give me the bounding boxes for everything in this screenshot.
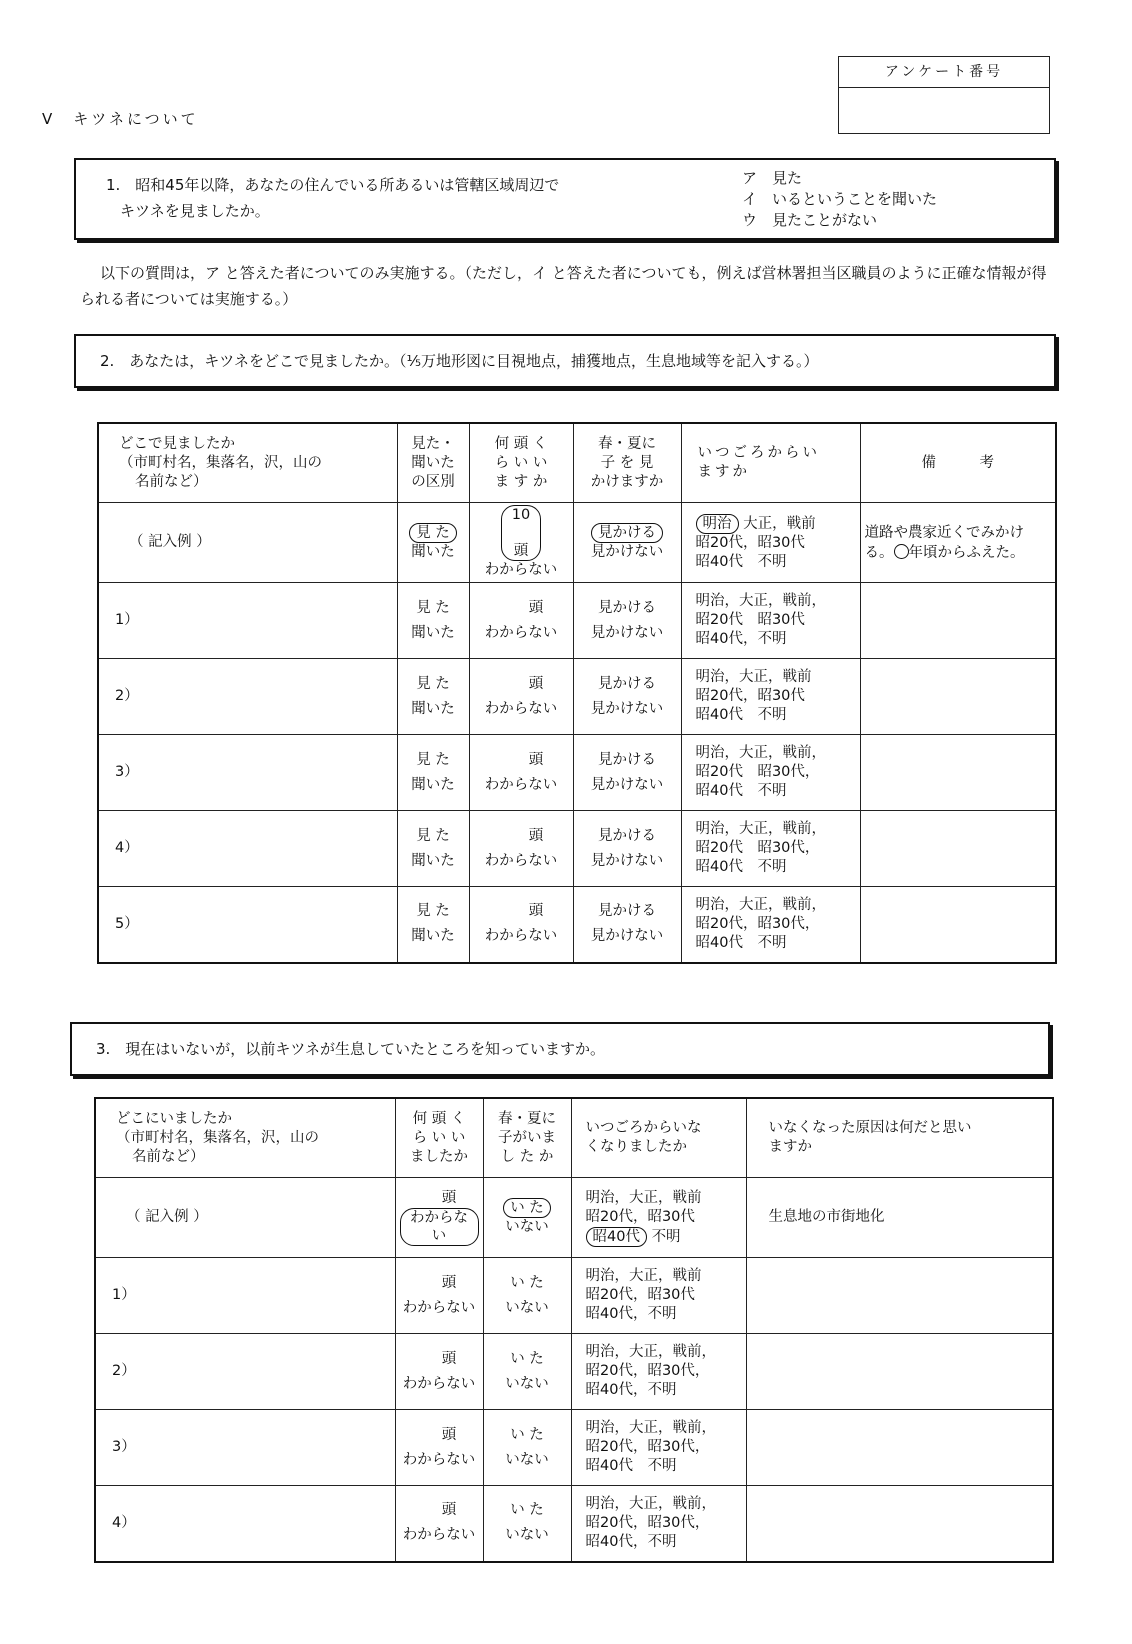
header-line: ら い い [412,1129,466,1146]
header-line: ますか [697,464,750,480]
row-unknown: わからない [402,1451,476,1468]
row-was-not: いない [505,1375,549,1392]
former-habitat-table [94,1097,1054,1563]
count-unit: 頭 [441,1190,457,1206]
unknown-circled: わからない [400,1208,479,1246]
header-line: 春・夏に [598,435,656,452]
era-line: 昭20代，昭30代， [695,915,820,932]
question-1-line: 1. 昭和45年以降，あなたの住んでいる所あるいは管轄区域周辺で [106,176,560,194]
count-cell[interactable] [469,811,573,887]
table-row [98,583,1056,659]
instruction-note: 以下の質問は，ア と答えた者についてのみ実施する。（ただし，イ と答えた者についても，例えば営林署担当区職員のように正確な情報が得られる者については実施する。） [80,264,1047,308]
era-line: 明治，大正，戦前， [695,821,826,837]
era-line: 明治，大正，戦前 [585,1268,702,1284]
header-line: （市町村名，集落名，沢，山の [119,454,322,471]
seen-heard-cell[interactable] [397,659,469,735]
row-was: い た [510,1426,544,1443]
example-cause: 生息地の市街地化 [746,1178,1053,1258]
row-seen: 見 た [416,675,450,692]
header-line: 春・夏に [498,1110,556,1127]
era-line [696,514,856,534]
row-not-see: 見かけない [590,624,664,641]
question-1-box [74,158,1056,240]
remarks-cell[interactable] [860,887,1056,963]
era-line: 昭20代，昭30代， [585,1514,710,1531]
count-cell[interactable] [469,735,573,811]
remarks-cell[interactable] [860,583,1056,659]
row-was-not: いない [505,1299,549,1316]
example-era [681,503,860,583]
header-line: 見た・ [411,435,455,452]
table-row [95,1410,1053,1486]
row-label: 1） [98,583,397,659]
row-count-unit: 頭 [528,903,544,920]
row-count-unit: 頭 [441,1502,457,1519]
row-label: 1） [95,1258,395,1334]
row-unknown: わからない [402,1375,476,1392]
era-cell[interactable] [681,735,860,811]
header-line: 子 を 見 [600,454,654,471]
header-since-when [571,1098,746,1178]
row-label: 5） [98,887,397,963]
example-not-see: 見かけない [590,544,664,560]
example-seen [402,523,465,543]
question-2-text: 2. あなたは，キツネをどこで見ましたか。（⅕万地形図に目視地点，捕獲地点，生息地域等を記入する。） [100,352,819,370]
count-cell[interactable] [395,1410,483,1486]
example-was-wrap [488,1198,567,1218]
spring-summer-cell[interactable] [483,1258,571,1334]
header-count [395,1098,483,1178]
era-line: 昭20代，昭30代 [585,1208,695,1225]
example-era [571,1178,746,1258]
section-title: V キツネについて [42,110,199,128]
row-label: 4） [98,811,397,887]
era-cell[interactable] [571,1410,746,1486]
header-cause [746,1098,1053,1178]
row-not-see: 見かけない [590,700,664,717]
seen-circled: 見 た [409,523,457,543]
example-count [395,1178,483,1258]
survey-number-field[interactable] [839,88,1049,132]
count-cell[interactable] [395,1334,483,1410]
remarks-text: 道路や農家近くでみかける。 [864,524,1024,561]
seen-heard-cell[interactable] [397,735,469,811]
era-line: 昭20代，昭30代 [695,688,805,704]
example-unknown: わからない [484,562,558,578]
header-line: 名前など） [132,1148,205,1165]
row-see: 見かける [598,903,656,920]
sighting-table [97,422,1057,964]
header-line: ま す か [494,473,548,490]
era-line: 昭20代 昭30代 [695,612,805,628]
example-row [98,503,1056,583]
example-spring-summer [483,1178,571,1258]
era-line [586,1227,742,1247]
row-see: 見かける [598,675,656,692]
era-line: 昭40代 不明 [585,1458,677,1474]
row-count-unit: 頭 [441,1274,457,1291]
spring-summer-cell[interactable] [573,887,681,963]
header-line: 何 頭 く [494,435,548,452]
row-was-not: いない [505,1451,549,1468]
header-line: どこで見ましたか [119,435,235,452]
row-seen: 見 た [416,751,450,768]
era-line: 昭40代 不明 [695,553,787,570]
option-i[interactable]: イ いるということを聞いた [742,190,938,208]
era-line: 明治，大正，戦前 [695,669,812,685]
seen-heard-cell[interactable] [397,811,469,887]
header-line: いつごろからい [697,445,820,461]
era-line: 昭20代，昭30代 [695,534,805,551]
header-remarks: 備 考 [860,423,1056,503]
row-not-see: 見かけない [590,928,664,945]
row-seen: 見 た [416,599,450,616]
row-heard: 聞いた [411,776,455,793]
example-unknown-wrap [400,1208,479,1246]
era-rest: 大正，戦前 [743,515,816,532]
seen-heard-cell[interactable] [397,887,469,963]
era-line: 明治，大正，戦前， [695,593,826,609]
era-line: 昭40代，不明 [585,1533,677,1550]
era-line: 昭40代，不明 [695,631,787,647]
header-line: 何 頭 く [412,1110,466,1127]
example-spring-summer [573,503,681,583]
example-row [95,1178,1053,1258]
header-line: 聞いた [411,454,455,471]
remarks-cell[interactable] [860,659,1056,735]
count-circled [501,505,541,561]
row-heard: 聞いた [411,700,455,717]
row-see: 見かける [598,827,656,844]
header-line: 名前など） [135,473,208,490]
row-label: 2） [95,1334,395,1410]
count-unit: 頭 [513,543,529,559]
count-cell[interactable] [469,583,573,659]
row-label: 3） [95,1410,395,1486]
spring-summer-cell[interactable] [573,735,681,811]
header-line: ましたか [410,1148,468,1165]
table-row [98,735,1056,811]
seen-heard-cell[interactable] [397,583,469,659]
cause-cell[interactable] [746,1486,1053,1562]
see-circled: 見かける [591,523,663,543]
era-cell[interactable] [681,659,860,735]
row-was-not: いない [505,1527,549,1544]
count-value: 10 [511,507,531,523]
question-3-box [70,1022,1050,1076]
row-see: 見かける [598,751,656,768]
era-line: 明治，大正，戦前， [695,896,826,913]
era-line: 昭40代，不明 [585,1306,677,1322]
row-unknown: わからない [484,700,558,717]
table-row [95,1486,1053,1562]
example-count [469,503,573,583]
era-unknown: 不明 [651,1228,681,1245]
count-cell[interactable] [395,1258,483,1334]
header-since-when [681,423,860,503]
row-seen: 見 た [416,903,450,920]
spring-summer-cell[interactable] [573,811,681,887]
example-seen-heard [397,503,469,583]
row-was: い た [510,1350,544,1367]
era-cell[interactable] [681,811,860,887]
era-line: 明治，大正，戦前， [585,1344,716,1360]
count-cell[interactable] [469,659,573,735]
spring-summer-cell[interactable] [573,583,681,659]
example-label: （ 記入例 ） [98,503,397,583]
remarks-text: 年頃からふえた。 [908,544,1025,561]
era-line: 昭20代，昭30代， [585,1439,710,1455]
era-line: 昭40代 不明 [695,934,787,951]
count-cell[interactable] [469,887,573,963]
table-row [98,811,1056,887]
era-line: 昭20代 昭30代， [695,840,820,856]
era-line: 昭20代 昭30代， [695,764,820,780]
circle-mark [894,544,909,559]
example-remarks [860,503,1056,583]
example-was-not: いない [505,1219,549,1235]
survey-number-label: アンケート番号 [839,57,1049,88]
header-line: いなくなった原因は何だと思い [768,1120,972,1136]
era-cell[interactable] [681,887,860,963]
era-line: 昭20代，昭30代， [585,1363,710,1379]
example-heard: 聞いた [411,544,455,560]
era-cell[interactable] [571,1334,746,1410]
era-line: 昭40代 不明 [695,783,787,799]
header-spring-summer [483,1098,571,1178]
header-line: どこにいましたか [116,1110,232,1127]
example-see [578,523,677,543]
example-label: （ 記入例 ） [95,1178,395,1258]
header-line: ら い い [494,454,548,471]
table-header-row [98,423,1056,503]
count-cell[interactable] [395,1486,483,1562]
row-label: 2） [98,659,397,735]
spring-summer-cell[interactable] [573,659,681,735]
question-2-box [74,334,1056,388]
row-see: 見かける [598,599,656,616]
row-count-unit: 頭 [528,675,544,692]
table-header-row [95,1098,1053,1178]
meiji-circled: 明治 [696,514,739,534]
era-line: 昭40代，不明 [585,1382,677,1398]
option-u[interactable]: ウ 見たことがない [742,211,878,229]
question-1-text [106,172,559,224]
sighting-rows [98,583,1056,963]
era-line: 明治，大正，戦前， [585,1420,716,1436]
row-unknown: わからない [484,624,558,641]
row-unknown: わからない [402,1527,476,1544]
header-line: し た か [500,1148,554,1165]
row-count-unit: 頭 [441,1426,457,1443]
era-line: 明治，大正，戦前， [585,1495,716,1512]
row-count-unit: 頭 [528,751,544,768]
row-was: い た [510,1274,544,1291]
table-row [98,887,1056,963]
table-row [95,1334,1053,1410]
table-row [98,659,1056,735]
remarks-cell[interactable] [860,735,1056,811]
header-line: くなりましたか [585,1139,687,1155]
header-line: の区別 [411,473,455,490]
cause-cell[interactable] [746,1410,1053,1486]
example-count-value [474,505,569,561]
cause-cell[interactable] [746,1258,1053,1334]
header-where [95,1098,395,1178]
header-line: いつごろからいな [585,1120,702,1136]
table-row [95,1258,1053,1334]
row-unknown: わからない [484,852,558,869]
row-count-unit: 頭 [528,827,544,844]
header-where [98,423,397,503]
header-line: 子がいま [498,1129,556,1146]
header-line: かけますか [590,473,664,490]
header-line: （市町村名，集落名，沢，山の [116,1129,319,1146]
row-not-see: 見かけない [590,776,664,793]
era-cell[interactable] [571,1486,746,1562]
spring-summer-cell[interactable] [483,1486,571,1562]
question-1-line: キツネを見ましたか。 [120,202,270,220]
row-unknown: わからない [484,776,558,793]
row-count-unit: 頭 [528,599,544,616]
row-label: 4） [95,1486,395,1562]
header-line: ますか [768,1139,812,1155]
was-circled: い た [503,1198,551,1218]
option-a[interactable]: ア 見た [742,169,803,187]
era-cell[interactable] [681,583,860,659]
header-seen-heard [397,423,469,503]
question-3-text: 3. 現在はいないが，以前キツネが生息していたところを知っていますか。 [96,1040,606,1058]
header-count [469,423,573,503]
row-unknown: わからない [402,1299,476,1316]
spring-summer-cell[interactable] [483,1334,571,1410]
era40-circled: 昭40代 [586,1227,647,1247]
era-cell[interactable] [571,1258,746,1334]
row-not-see: 見かけない [590,852,664,869]
row-unknown: わからない [484,928,558,945]
row-count-unit: 頭 [441,1350,457,1367]
row-heard: 聞いた [411,624,455,641]
row-label: 3） [98,735,397,811]
era-line: 昭40代 不明 [695,859,787,875]
header-spring-summer [573,423,681,503]
row-was: い た [510,1502,544,1519]
row-heard: 聞いた [411,852,455,869]
era-line: 明治，大正，戦前 [585,1189,702,1206]
remarks-cell[interactable] [860,811,1056,887]
habitat-rows [95,1258,1053,1562]
era-line: 昭40代 不明 [695,707,787,723]
era-line: 昭20代，昭30代 [585,1287,695,1303]
row-heard: 聞いた [411,928,455,945]
survey-number-box [838,56,1050,134]
cause-cell[interactable] [746,1334,1053,1410]
spring-summer-cell[interactable] [483,1410,571,1486]
question-1-options [742,168,937,231]
era-line: 明治，大正，戦前， [695,745,826,761]
row-seen: 見 た [416,827,450,844]
